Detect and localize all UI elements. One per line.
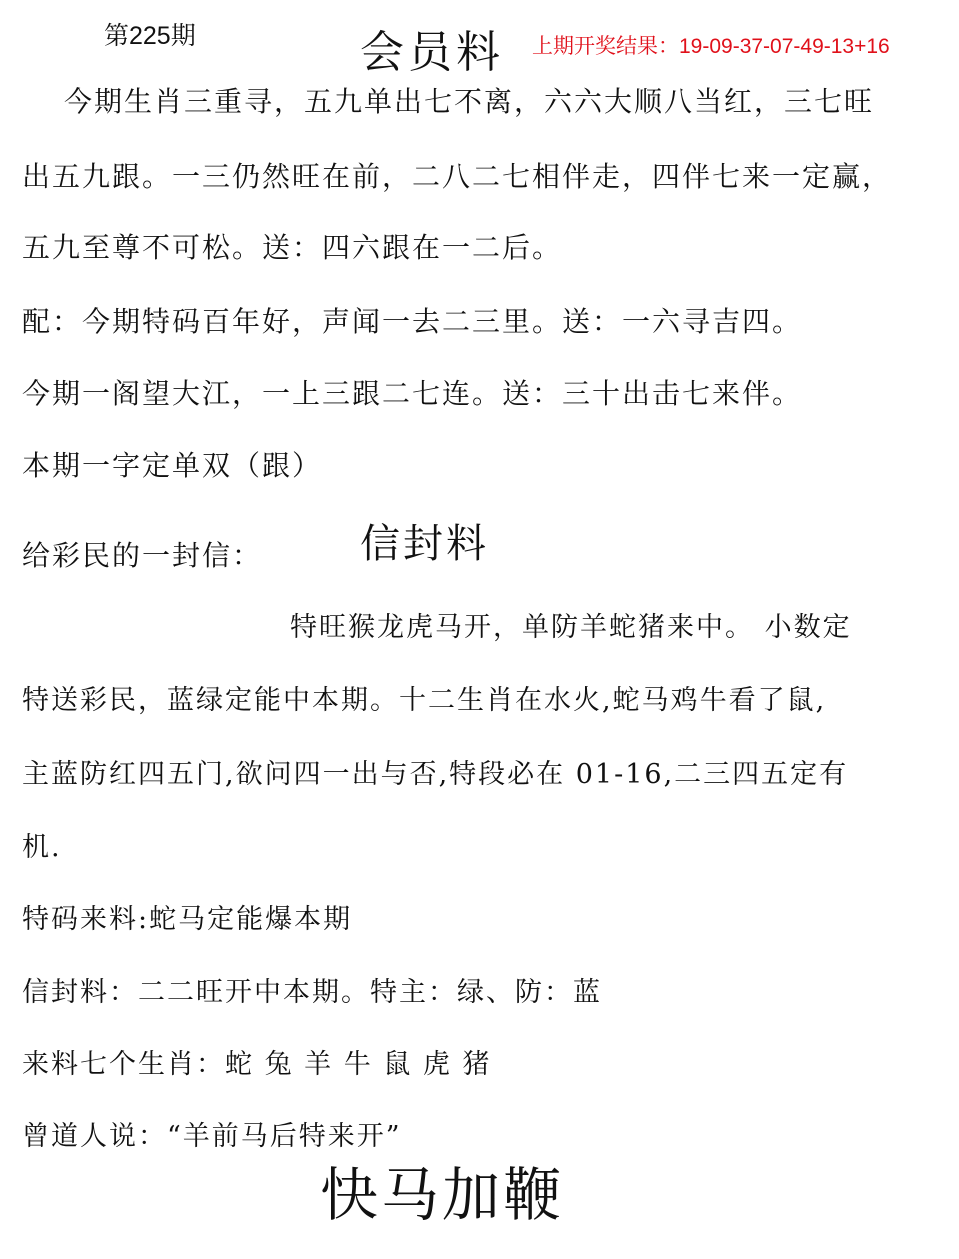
poem-line-1: 今期生肖三重寻，五九单出七不离，六六大顺八当红，三七旺 xyxy=(64,85,875,118)
pei-line: 配：今期特码百年好，声闻一去二三里。送：一六寻吉四。 xyxy=(22,305,803,338)
letter-line-4: 机. xyxy=(22,832,62,863)
last-draw-result: 上期开奖结果：19-09-37-07-49-13+16 xyxy=(532,35,890,58)
envelope-line: 信封料：二二旺开中本期。特主：绿、防：蓝 xyxy=(22,977,602,1008)
zeng-quote-line: 曾道人说：“羊前马后特来开” xyxy=(22,1121,402,1152)
letter-label: 给彩民的一封信： xyxy=(22,539,263,572)
seven-zodiac-line: 来料七个生肖：蛇 兔 羊 牛 鼠 虎 猪 xyxy=(22,1049,492,1080)
letter-line-2: 特送彩民，蓝绿定能中本期。十二生肖在水火,蛇马鸡牛看了鼠, xyxy=(22,685,827,716)
letter-line-1: 特旺猴龙虎马开，单防羊蛇猪来中。 小数定 xyxy=(290,612,852,643)
jiang-line: 今期一阁望大江，一上三跟二七连。送：三十出击七来伴。 xyxy=(22,377,803,410)
poem-line-2: 出五九跟。一三仍然旺在前，二八二七相伴走，四伴七来一定赢， xyxy=(22,160,893,193)
issue-number: 第225期 xyxy=(104,22,196,50)
letter-line-3: 主蓝防红四五门,欲问四一出与否,特段必在 01-16,二三四五定有 xyxy=(22,759,849,790)
special-code-line: 特码来料:蛇马定能爆本期 xyxy=(22,904,353,935)
single-word-line: 本期一字定单双（跟） xyxy=(22,449,323,482)
letter-heading: 信封料 xyxy=(360,521,489,567)
page-title: 会员料 xyxy=(360,27,504,78)
poem-line-3: 五九至尊不可松。送：四六跟在一二后。 xyxy=(22,231,563,264)
footer-slogan: 快马加鞭 xyxy=(320,1161,565,1229)
